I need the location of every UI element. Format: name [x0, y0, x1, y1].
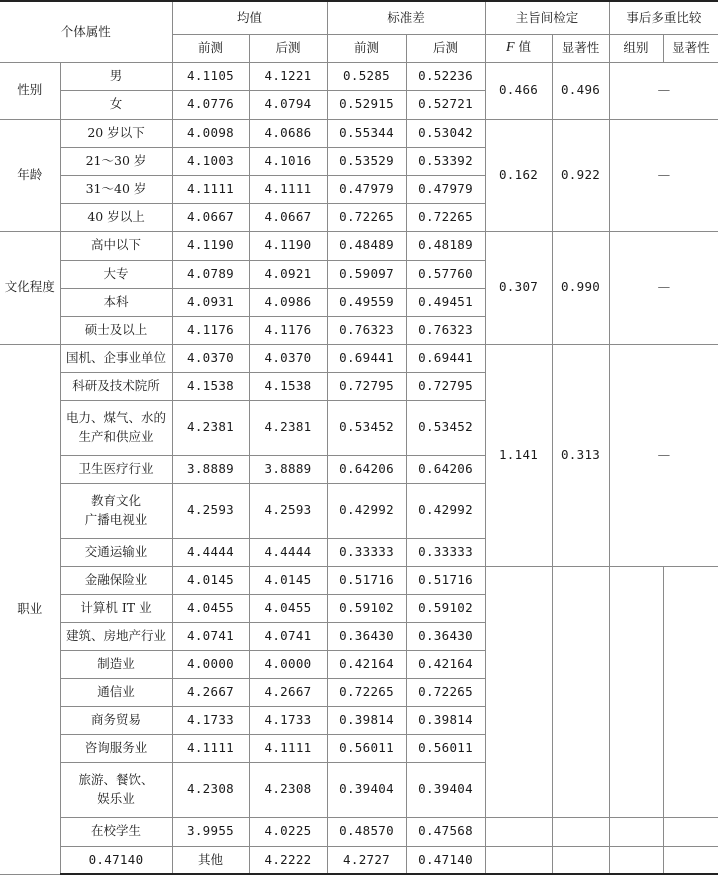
- significance-value: 0.496: [552, 62, 609, 119]
- cell-sd-pre: 0.33333: [327, 538, 406, 566]
- header-f-letter: F: [506, 39, 515, 55]
- cell-mean-pre: 4.2667: [172, 678, 249, 706]
- cell-sd-post: 0.53452: [406, 400, 485, 455]
- row-label: [60, 175, 172, 203]
- cell-sd-post: 0.72265: [406, 203, 485, 231]
- cell-mean-post: 4.2593: [249, 483, 327, 538]
- row-label: [60, 678, 172, 706]
- last-row-cell: 4.2222: [249, 846, 327, 874]
- cell-sd-pre: 0.5285: [327, 62, 406, 90]
- cell-mean-post: 4.1538: [249, 372, 327, 400]
- cell-mean-pre: 4.1105: [172, 62, 249, 90]
- cell-sd-post: 0.59102: [406, 594, 485, 622]
- header-f-suffix: 值: [514, 38, 532, 54]
- row-label: [60, 260, 172, 288]
- cell-sd-post: 0.72265: [406, 678, 485, 706]
- cell-mean-post: 4.0225: [249, 817, 327, 846]
- f-value: 0.307: [485, 231, 552, 344]
- significance-value: 0.922: [552, 119, 609, 231]
- cell-mean-pre: 4.1003: [172, 147, 249, 175]
- cell-sd-post: 0.51716: [406, 566, 485, 594]
- f-value: 0.466: [485, 62, 552, 119]
- cell-sd-post: 0.56011: [406, 734, 485, 762]
- row-label-text: 交通运输业: [84, 543, 148, 559]
- row-label-text: 硕士及以上: [84, 321, 148, 337]
- row-label-text-2: 娱乐业: [97, 790, 135, 806]
- cell-mean-pre: 4.1538: [172, 372, 249, 400]
- empty-f-cell: [485, 566, 552, 817]
- cell-sd-pre: 0.56011: [327, 734, 406, 762]
- cell-mean-post: 4.0370: [249, 344, 327, 372]
- empty-sig-cell: [552, 566, 609, 817]
- cell-sd-pre: 0.51716: [327, 566, 406, 594]
- cell-mean-post: 4.1016: [249, 147, 327, 175]
- row-label-text: 男: [109, 67, 123, 83]
- empty-group-cell: [609, 566, 663, 817]
- cell-mean-post: 4.1190: [249, 231, 327, 260]
- cell-mean-pre: 4.0776: [172, 90, 249, 119]
- cell-sd-post: 0.76323: [406, 316, 485, 344]
- cell-sd-pre: 0.42992: [327, 483, 406, 538]
- row-label: [60, 594, 172, 622]
- empty-sig2-cell: [663, 817, 718, 846]
- posthoc-dash: —: [609, 231, 718, 344]
- cell-mean-post: 4.0741: [249, 622, 327, 650]
- row-label-text: 商务贸易: [91, 711, 142, 727]
- cell-mean-post: 3.8889: [249, 455, 327, 483]
- cell-mean-post: 4.0986: [249, 288, 327, 316]
- row-label-text: 高中以下: [91, 237, 142, 253]
- cell-sd-pre: 0.72795: [327, 372, 406, 400]
- row-label: [60, 203, 172, 231]
- cell-mean-pre: 4.2381: [172, 400, 249, 455]
- row-label: [60, 650, 172, 678]
- header-mean-pre: 前测: [172, 34, 249, 62]
- cell-sd-post: 0.57760: [406, 260, 485, 288]
- cell-sd-pre: 0.72265: [327, 678, 406, 706]
- cell-mean-pre: 4.0098: [172, 119, 249, 147]
- cell-mean-pre: 4.0455: [172, 594, 249, 622]
- cell-mean-post: 4.0794: [249, 90, 327, 119]
- cell-sd-pre: 0.64206: [327, 455, 406, 483]
- cell-sd-post: 0.39814: [406, 706, 485, 734]
- cell-mean-post: 4.0921: [249, 260, 327, 288]
- cell-sd-post: 0.69441: [406, 344, 485, 372]
- row-label: [60, 622, 172, 650]
- posthoc-dash: —: [609, 119, 718, 231]
- cell-mean-post: 4.2308: [249, 762, 327, 817]
- row-label-text: 金融保险业: [84, 571, 148, 587]
- group-name: 文化程度: [0, 231, 60, 344]
- cell-sd-post: 0.42164: [406, 650, 485, 678]
- row-label-text: 通信业: [97, 683, 135, 699]
- row-label: [60, 538, 172, 566]
- row-label-text: 本科: [103, 293, 129, 309]
- cell-sd-pre: 0.53452: [327, 400, 406, 455]
- row-label-text: 20 岁以下: [87, 124, 145, 140]
- cell-mean-post: 4.0145: [249, 566, 327, 594]
- cell-sd-post: 0.49451: [406, 288, 485, 316]
- significance-value: 0.313: [552, 344, 609, 566]
- cell-mean-post: 4.1733: [249, 706, 327, 734]
- row-label: [60, 62, 172, 90]
- cell-mean-post: 4.1221: [249, 62, 327, 90]
- cell-sd-pre: 0.36430: [327, 622, 406, 650]
- row-label: [60, 400, 172, 455]
- cell-mean-pre: 4.0145: [172, 566, 249, 594]
- row-label-text: 在校学生: [91, 823, 142, 839]
- cell-mean-pre: 4.2308: [172, 762, 249, 817]
- cell-sd-pre: 0.52915: [327, 90, 406, 119]
- row-label: [60, 706, 172, 734]
- cell-sd-pre: 0.39814: [327, 706, 406, 734]
- row-label-text: 40 岁以上: [87, 208, 145, 224]
- header-attr: 个体属性: [0, 1, 172, 62]
- empty-group-cell: [609, 817, 663, 846]
- row-label: [60, 817, 172, 846]
- row-label-text: 卫生医疗行业: [78, 460, 154, 476]
- cell-sd-post: 0.53392: [406, 147, 485, 175]
- header-posthoc: 事后多重比较: [609, 1, 718, 34]
- cell-sd-post: 0.64206: [406, 455, 485, 483]
- row-label-text: 大专: [103, 265, 129, 281]
- cell-mean-post: 4.1176: [249, 316, 327, 344]
- row-label: [60, 119, 172, 147]
- row-label-text: 教育文化: [91, 493, 142, 509]
- row-label-text-2: 广播电视业: [84, 511, 148, 527]
- cell-mean-pre: 4.0370: [172, 344, 249, 372]
- header-mean-post: 后测: [249, 34, 327, 62]
- cell-sd-pre: 0.49559: [327, 288, 406, 316]
- cell-mean-pre: 4.1111: [172, 734, 249, 762]
- cell-sd-pre: 0.55344: [327, 119, 406, 147]
- cell-sd-post: 0.33333: [406, 538, 485, 566]
- empty-f-cell: [485, 817, 552, 846]
- cell-sd-post: 0.52236: [406, 62, 485, 90]
- row-label: [60, 231, 172, 260]
- row-label-text: 建筑、房地产行业: [66, 627, 167, 643]
- cell-sd-post: 0.39404: [406, 762, 485, 817]
- empty-sig2-cell: [663, 566, 718, 817]
- cell-mean-post: 4.4444: [249, 538, 327, 566]
- header-significance-2: 显著性: [663, 34, 718, 62]
- posthoc-dash: —: [609, 344, 718, 566]
- table-row-last: [0, 846, 718, 874]
- cell-mean-pre: 3.9955: [172, 817, 249, 846]
- cell-sd-pre: 0.53529: [327, 147, 406, 175]
- cell-mean-pre: 4.1190: [172, 231, 249, 260]
- row-label-text: 咨询服务业: [84, 739, 148, 755]
- table-row: [0, 344, 718, 372]
- cell-mean-pre: 4.1176: [172, 316, 249, 344]
- cell-mean-pre: 4.0000: [172, 650, 249, 678]
- header-row-1: [0, 1, 718, 34]
- empty-group-cell: [609, 846, 663, 874]
- header-sd-post: 后测: [406, 34, 485, 62]
- table-row: [0, 817, 718, 846]
- last-row-cell: 4.2727: [327, 846, 406, 874]
- cell-sd-pre: 0.48570: [327, 817, 406, 846]
- header-f-value: [485, 34, 552, 62]
- empty-sig-cell: [552, 817, 609, 846]
- row-label-text: 国机、企事业单位: [66, 349, 167, 365]
- row-label: [60, 316, 172, 344]
- cell-mean-pre: 4.2593: [172, 483, 249, 538]
- cell-mean-post: 4.1111: [249, 734, 327, 762]
- cell-sd-post: 0.52721: [406, 90, 485, 119]
- table-row: [0, 119, 718, 147]
- cell-sd-post: 0.36430: [406, 622, 485, 650]
- cell-sd-post: 0.53042: [406, 119, 485, 147]
- f-value: 1.141: [485, 344, 552, 566]
- cell-sd-post: 0.47568: [406, 817, 485, 846]
- cell-sd-pre: 0.48489: [327, 231, 406, 260]
- row-label-text: 21～30 岁: [85, 152, 147, 168]
- cell-mean-post: 4.2381: [249, 400, 327, 455]
- group-name: 年龄: [0, 119, 60, 231]
- cell-mean-pre: 4.1733: [172, 706, 249, 734]
- cell-mean-post: 4.0455: [249, 594, 327, 622]
- cell-mean-pre: 4.0931: [172, 288, 249, 316]
- row-label: [60, 147, 172, 175]
- cell-sd-pre: 0.39404: [327, 762, 406, 817]
- header-significance: 显著性: [552, 34, 609, 62]
- cell-mean-post: 4.0000: [249, 650, 327, 678]
- posthoc-dash: —: [609, 62, 718, 119]
- significance-value: 0.990: [552, 231, 609, 344]
- header-group: 组别: [609, 34, 663, 62]
- row-label-text: 计算机 IT 业: [80, 599, 152, 615]
- empty-f-cell: [485, 846, 552, 874]
- cell-sd-pre: 0.59097: [327, 260, 406, 288]
- cell-sd-pre: 0.47979: [327, 175, 406, 203]
- cell-sd-pre: 0.72265: [327, 203, 406, 231]
- cell-mean-post: 4.2667: [249, 678, 327, 706]
- cell-mean-post: 4.0667: [249, 203, 327, 231]
- row-label: [60, 734, 172, 762]
- cell-mean-pre: 3.8889: [172, 455, 249, 483]
- row-label-text: 旅游、餐饮、: [78, 772, 154, 788]
- cell-sd-pre: 0.76323: [327, 316, 406, 344]
- cell-sd-pre: 0.69441: [327, 344, 406, 372]
- last-row-cell: 0.47140: [60, 846, 172, 874]
- row-label: [60, 344, 172, 372]
- cell-sd-pre: 0.59102: [327, 594, 406, 622]
- row-label-text: 科研及技术院所: [72, 377, 160, 393]
- cell-mean-pre: 4.0789: [172, 260, 249, 288]
- cell-mean-post: 4.0686: [249, 119, 327, 147]
- row-label: [60, 455, 172, 483]
- table-row: [0, 566, 718, 594]
- row-label: [60, 372, 172, 400]
- cell-sd-post: 0.42992: [406, 483, 485, 538]
- empty-sig-cell: [552, 846, 609, 874]
- cell-mean-pre: 4.0667: [172, 203, 249, 231]
- row-label: [60, 566, 172, 594]
- table-row: [0, 62, 718, 90]
- group-name: 职业: [0, 344, 60, 874]
- row-label: [60, 288, 172, 316]
- row-label: [60, 90, 172, 119]
- empty-sig2-cell: [663, 846, 718, 874]
- last-row-cell: 其他: [172, 846, 249, 874]
- header-sd: 标准差: [327, 1, 485, 34]
- cell-sd-pre: 0.42164: [327, 650, 406, 678]
- cell-sd-post: 0.48189: [406, 231, 485, 260]
- cell-sd-post: 0.47979: [406, 175, 485, 203]
- cell-mean-pre: 4.0741: [172, 622, 249, 650]
- row-label: [60, 483, 172, 538]
- row-label-text: 女: [109, 96, 123, 112]
- row-label-text: 电力、煤气、水的: [66, 410, 167, 426]
- cell-sd-post: 0.72795: [406, 372, 485, 400]
- row-label-text-2: 生产和供应业: [78, 428, 154, 444]
- table-row: [0, 231, 718, 260]
- cell-mean-post: 4.1111: [249, 175, 327, 203]
- header-mean: 均值: [172, 1, 327, 34]
- header-sd-pre: 前测: [327, 34, 406, 62]
- cell-mean-pre: 4.1111: [172, 175, 249, 203]
- row-label-text: 31～40 岁: [85, 180, 147, 196]
- last-row-cell: 0.47140: [406, 846, 485, 874]
- row-label: [60, 762, 172, 817]
- header-main-test: 主旨间检定: [485, 1, 609, 34]
- group-name: 性别: [0, 62, 60, 119]
- cell-mean-pre: 4.4444: [172, 538, 249, 566]
- row-label-text: 制造业: [97, 655, 135, 671]
- f-value: 0.162: [485, 119, 552, 231]
